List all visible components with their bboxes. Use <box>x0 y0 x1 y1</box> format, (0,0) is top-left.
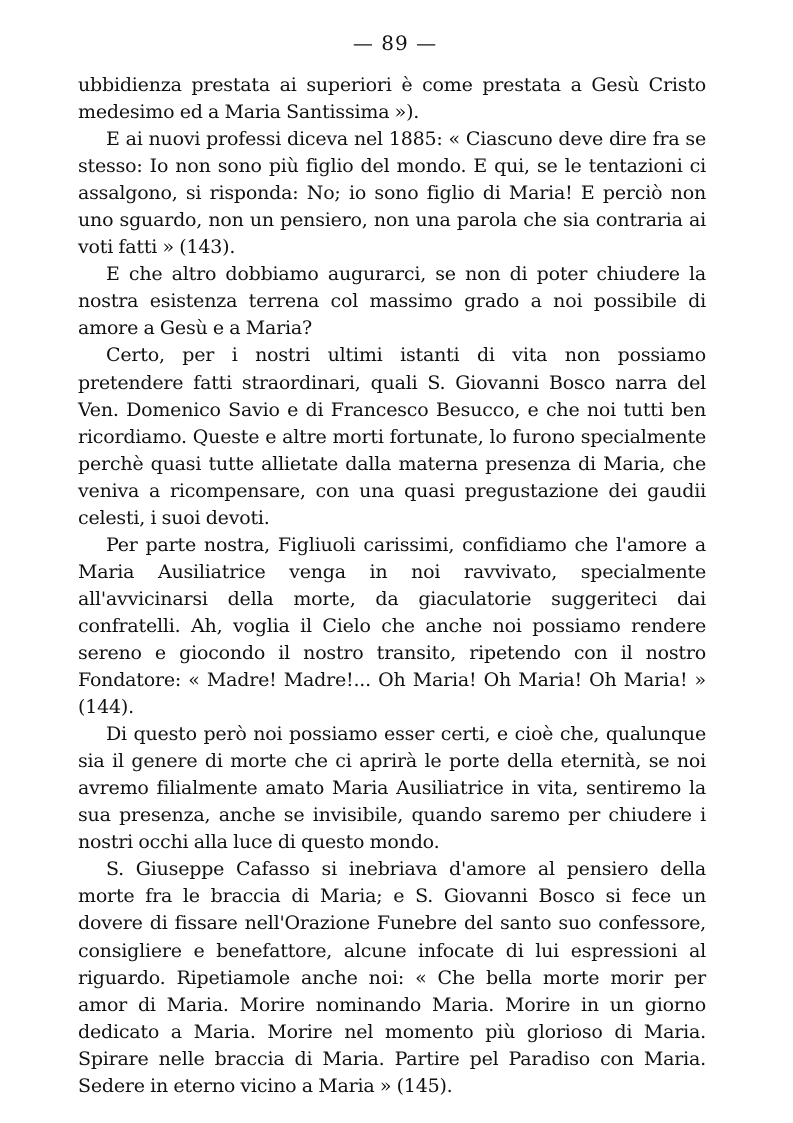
paragraph-2: E ai nuovi professi diceva nel 1885: « Ciascuno deve dire fra se stesso: Io non sono più figlio del mondo. E qui, se le tentazioni ci assalgono, si risponda: No; io sono figlio di Maria! E perciò non uno sguardo, non un pensiero, non una parola che sia contraria ai voti fatti » (143). <box>78 128 706 259</box>
paragraph-1: ubbidienza prestata ai superiori è come prestata a Gesù Cristo medesimo ed a Maria Santissima »). <box>78 74 706 124</box>
paragraph-7: S. Giuseppe Cafasso si inebriava d'amore al pensiero della morte fra le braccia di Maria; e S. Giovanni Bosco si fece un dovere di fissare nell'Orazione Funebre del santo suo confessore, consigliere e benefattore, alcune infocate di lui espressioni al riguardo. Ripetiamole anche noi: « Che bella morte morir per amor di Maria. Morire nominando Maria. Morire in un giorno dedicato a Maria. Morire nel momento più glorioso di Maria. Spirare nelle braccia di Maria. Partire pel Paradiso con Maria. Sedere in eterno vicino a Maria » (145). <box>78 858 706 1097</box>
paragraph-6: Di questo però noi possiamo esser certi, e cioè che, qualunque sia il genere di morte che ci aprirà le porte della eternità, se noi avremo filialmente amato Maria Ausiliatrice in vita, sentiremo la sua presenza, anche se invisibile, quando saremo per chiudere i nostri occhi alla luce di questo mondo. <box>78 723 706 854</box>
page-number: — 89 — <box>352 31 438 55</box>
paragraph-3: E che altro dobbiamo augurarci, se non di poter chiudere la nostra esistenza terrena col massimo grado a noi possibile di amore a Gesù e a Maria? <box>78 263 706 340</box>
book-page <box>78 28 706 1100</box>
paragraph-5: Per parte nostra, Figliuoli carissimi, confidiamo che l'amore a Maria Ausiliatrice venga in noi ravvivato, specialmente all'avvicinarsi della morte, da giaculatorie suggeriteci dai confratelli. Ah, voglia il Cielo che anche noi possiamo rendere sereno e giocondo il nostro transito, ripetendo con il nostro Fondatore: « Madre! Madre!... Oh Maria! Oh Maria! Oh Maria! » (144). <box>78 533 706 719</box>
paragraph-4: Certo, per i nostri ultimi istanti di vita non possiamo pretendere fatti straordinari, quali S. Giovanni Bosco narra del Ven. Domenico Savio e di Francesco Besucco, e che noi tutti ben ricordiamo. Queste e altre morti fortunate, lo furono specialmente perchè quasi tutte allietate dalla materna presenza di Maria, che veniva a ricompensare, con una quasi pregustazione dei gaudii celesti, i suoi devoti. <box>78 344 706 529</box>
